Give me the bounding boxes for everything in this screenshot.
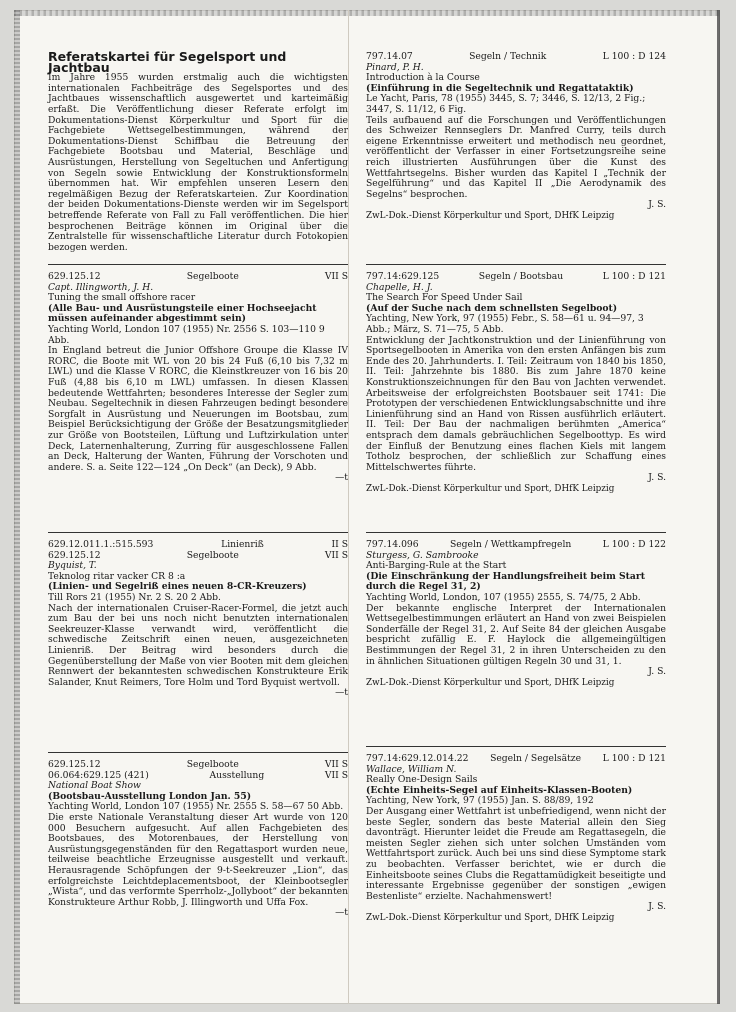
entry-signature: —t [335,687,348,699]
entry-title-original: Introduction à la Course [366,72,480,84]
entry-author: Capt. Illingworth, J. H. [48,281,154,293]
entry-class: L 100 : D 122 [602,539,666,550]
intro-title: Referatskartei für Segelsport und Jachtbau [48,49,287,75]
entry-signature: J. S. [648,472,666,484]
entry-class: L 100 : D 121 [602,753,666,764]
entry-code: 797.14:629.125 [366,271,440,282]
entry-code: 797.14.096 [366,539,419,550]
entry-section: Segelboote [186,271,239,282]
entry-signature: —t [335,472,348,484]
scan-edge-right [717,10,720,1004]
entry-code: 797.14:629.12.014.22 [366,753,469,764]
entry-class: VII S [324,271,348,282]
entry-body: Der Ausgang einer Wettfahrt ist unbefriedigend, wenn nicht der beste Segler, sondern das beste Material allein den Sieg davonträgt. Hierunter leidet die Freude am Regattasegeln, die meisten Segler ziehen sich unter solchen Umständen vom Wettfahrtsport zurück. Auch bei uns sind diese Symptome stark zu beobachten. Verfasser berichtet, wie er durch die Einheitsboote seines Clubs die Regattamüdigkeit beseitigte und interessante Ergebnisse gegenüber der sonstigen „ewigen Bestenliste“ erzielte. Nachahmenswert! [366,805,666,902]
entry-footer: ZwL-Dok.-Dienst Körperkultur und Sport, DHfK Leipzig [366,210,615,221]
entry-code: 629.125.12 [48,549,101,561]
entry-footer: ZwL-Dok.-Dienst Körperkultur und Sport, DHfK Leipzig [366,912,615,923]
entry-class: VII S [324,549,348,561]
entry-source: Yachting World, London 107 (1955) Nr. 2556 S. 103—110 9 Abb. [48,323,325,346]
column-gutter [348,10,349,1004]
entry-class: VII S [324,769,348,781]
intro-block [48,49,348,253]
entry-section: Segeln / Wettkampfregeln [449,539,572,550]
entry-source: Yachting World, London 107 (1955) Nr. 2555 S. 58—67 50 Abb. [48,801,344,813]
entry-author: Chapelle, H. J. [366,281,433,293]
divider [366,264,666,265]
intro-text: Im Jahre 1955 wurden erstmalig auch die wichtigsten internationalen Fachbeiträge des Segelsportes und des Jachtbaues wissenschaftlich ausgewertet und karteimäßig erfaßt. Die Veröffentlichung dieser Referate erfolgt im Dokumentations-Dienst Körperkultur und Sport für die Fachgebiete Wettsegelbestimmungen, während der Dokumentations-Dienst Schiffbau die Betreuung der Fachgebiete Bootsbau und Material, Beschläge und Ausrüstungen, Herstellung von Segeltuchen und Anfertigung von Segeln sowie Entwicklung der Konstruktionsformeln übernommen hat. Wir empfehlen unseren Lesern den regelmäßigen Bezug der Referatskarteien. Zur Koordination der beiden Dokumentations-Dienste werden wir im Segelsport betreffende Referate von Fall zu Fall veröffentlichen. Die hier besprochenen Beiträge können im Original über die Zentralstelle für wissenschaftliche Literatur durch Fotokopien bezogen werden. [48,72,348,253]
entry-section: Segeln / Technik [469,51,547,62]
entry-title-german: (Einführung in die Segeltechnik und Regattataktik) [366,82,634,94]
entry-class: L 100 : D 124 [602,51,666,62]
entry-source: Yachting, New York, 97 (1955) Febr., S. 58—61 u. 94—97, 3 Abb.; März, S. 71—75, 5 Abb. [366,313,644,335]
card-entry [48,760,348,919]
entry-source: Le Yacht, Paris, 78 (1955) 3445, S. 7; 3446, S. 12/13, 2 Fig.; 3447, S. 11/12, 6 Fig. [366,93,646,115]
entry-code: 629.125.12 [48,271,101,282]
divider [48,264,348,265]
divider [366,746,666,747]
divider [366,532,666,533]
card-entry [366,540,666,688]
scan-edge-top [14,10,720,16]
card-entry [366,52,666,222]
entry-title-original: The Search For Speed Under Sail [366,292,523,304]
entry-title-original: Anti-Barging-Rule at the Start [366,560,507,572]
entry-author: National Boat Show [48,780,141,792]
entry-source: Till Rors 21 (1955) Nr. 2 S. 20 2 Abb. [48,591,221,603]
entry-source: Yachting World, London, 107 (1955) 2555, S. 74/75, 2 Abb. [366,591,641,603]
entry-section: Segeln / Segelsätze [490,753,582,764]
card-entry [48,272,348,484]
entry-signature: —t [335,907,348,919]
entry-title-german: (Echte Einheits-Segel auf Einheits-Klassen-Booten) [366,784,633,796]
entry-footer: ZwL-Dok.-Dienst Körperkultur und Sport, DHfK Leipzig [366,677,615,688]
entry-body: Der bekannte englische Interpret der Internationalen Wettsegelbestimmungen erläutert an Hand von zwei Beispielen Sonderfälle der Regel 31, 2. Auf Seite 84 der gleichen Ausgabe bespricht zufällig E. F. Haylock die allgemeingültigen Bestimmungen der Regel 31, 2 in ihren Unterscheiden zu den in ähnlichen Situationen gültigen Regeln 30 und 31, 1. [366,602,666,667]
entry-section: Segeln / Bootsbau [478,271,564,282]
entry-author: Wallace, William N. [366,763,457,775]
entry-title-original: Teknolog ritar vacker CR 8 :a [48,570,186,582]
entry-section: Segelboote [186,549,239,561]
entry-body: Entwicklung der Jachtkonstruktion und der Linienführung von Sportsegelbooten in Amerika von den ersten Anfängen bis zum Ende des 20. Jahrhunderts. I. Teil: Zeitraum von 1840 bis 1850, II. Teil: Jahrzehnte bis 1880. Bis zum Jahre 1870 keine Konstruktionszeichnungen für den Bau von Jachten verwendet. Arbeitsweise der erfolgreichsten Bootsbauer seit 1741: Die Prototypen der verschiedenen Entwicklungsabschnitte und ihre Linienführung sind an Hand von Rissen ausführlich erläutert. II. Teil: Der Bau der nachmaligen berühmten „America“ entsprach dem damals gebräuchlichen Segelboottyp. Es wird der Einfluß der Benutzung eines flachen Kiels mit langem Totholz besprochen, der schließlich zur Schaffung eines Mittelschwertes führte. [366,334,666,473]
entry-title-german: (Linien- und Segelriß eines neuen 8-CR-Kreuzers) [48,581,307,593]
entry-signature: J. S. [648,666,666,678]
entry-signature: J. S. [648,199,666,211]
entry-code: 797.14.07 [366,51,413,62]
entry-title-german: (Bootsbau-Ausstellung London Jan. 55) [48,790,252,802]
entry-code: 629.12.011.1.:515.593 [48,539,154,550]
document-page [14,10,720,1004]
entry-source: Yachting, New York, 97 (1955) Jan. S. 88/89, 192 [366,795,594,807]
entry-section: Ausstellung [209,769,265,781]
entry-title-german: (Die Einschränkung der Handlungsfreiheit beim Start durch die Regel 31, 2) [366,570,645,593]
entry-footer: ZwL-Dok.-Dienst Körperkultur und Sport, DHfK Leipzig [366,483,615,494]
entry-body: Die erste Nationale Veranstaltung dieser Art wurde von 120 000 Besuchern aufgesucht. Auf allen Fachgebieten des Bootsbaues, des Motorenbaues, der Herstellung von Ausrüstungsgegenständen für den Regattasport wurden neue, teilweise beachtliche Erzeugnisse ausgestellt und verkauft. Herausragende Schöpfungen der 9-t-Seekreuzer „Lion“, das erfolgreichste Leichtdeplacementsboot, der Kleinbootsegler „Wista“, und das verformte Sperrholz-„Jollyboot“ der bekannten Konstrukteure Arthur Robb, J. Illingworth und Uffa Fox. [48,811,348,908]
entry-section: Linienriß [221,539,264,550]
entry-class: II S [331,539,348,550]
entry-title-german: (Alle Bau- und Ausrüstungsteile einer Hochseejacht müssen aufeinander abgestimmt sein) [48,302,317,325]
entry-author: Sturgess, G. Sambrooke [366,549,479,561]
card-entry [366,754,666,924]
entry-body: Nach der internationalen Cruiser-Racer-Formel, die jetzt auch zum Bau der bei uns noch nicht benutzten internationalen Seekreuzer-Klasse verwandt wird, veröffentlicht die schwedische Zeitschrift einen neuen, ausgezeichneten Linienriß. Der Beitrag wird besonders durch die Gegenüberstellung der Maße von vier Booten mit dem gleichen Rennwert der bekanntesten schwedischen Konstrukteure Erik Salander, Knut Reimers, Tore Holm und Tord Byquist wertvoll. [48,602,348,688]
entry-class: VII S [324,759,348,770]
entry-signature: J. S. [648,901,666,913]
entry-author: Byquist, T. [48,560,97,572]
card-entry [366,272,666,494]
entry-title-original: Really One-Design Sails [366,774,478,786]
entry-title-german: (Auf der Suche nach dem schnellsten Segelboot) [366,302,618,314]
card-entry [48,540,348,699]
entry-class: L 100 : D 121 [602,271,666,282]
entry-body: Teils aufbauend auf die Forschungen und Veröffentlichungen des Schweizer Rennseglers Dr. Manfred Curry, teils durch eigene Erkenntnisse erweitert und methodisch neu geordnet, veröffentlicht der Verfasser in einer Fortsetzungsreihe seine reich illustrierten Ausführungen über die Kunst des Wettfahrtsegelns. Bisher wurden das Kapitel I „Technik der Segelführung“ und das Kapitel II „Die Aerodynamik des Segelns“ besprochen. [366,114,666,200]
entry-code: 06.064:629.125 (421) [48,769,149,781]
entry-body: In England betreut die Junior Offshore Groupe die Klasse IV RORC, die Boote mit WL von 20 bis 24 Fuß (6,10 bis 7,32 m LWL) und die Klasse V RORC, die Kleinstkreuzer von 16 bis 20 Fuß (4,88 bis 6,10 m LWL) umfassen. In diesen Klassen bedeutende Wettfahrten; besonderes Interesse der Segler zum Neubau. Segeltechnik in diesen Fahrzeugen bedingt besondere Sorgfalt in Ausrüstung und Neuerungen im Bootsbau, zum Beispiel Berücksichtigung der Größe der Besatzungsmitglieder zur Größe von Bootsteilen, Lüftung und Luftzirkulation unter Deck, Laternenhalterung, Zurring für ausgeschlossene Fallen an Deck, Halterung der Wanten, Führung der Vorschoten und andere. S. a. Seite 122—124 „On Deck“ (an Deck), 9 Abb. [48,345,348,473]
entry-section: Segelboote [186,759,239,770]
scan-edge-left [14,10,20,1004]
divider [48,532,348,533]
entry-title-original: Tuning the small offshore racer [48,292,196,304]
entry-author: Pinard, P. H. [366,61,424,73]
entry-code: 629.125.12 [48,759,101,770]
divider [48,752,348,753]
